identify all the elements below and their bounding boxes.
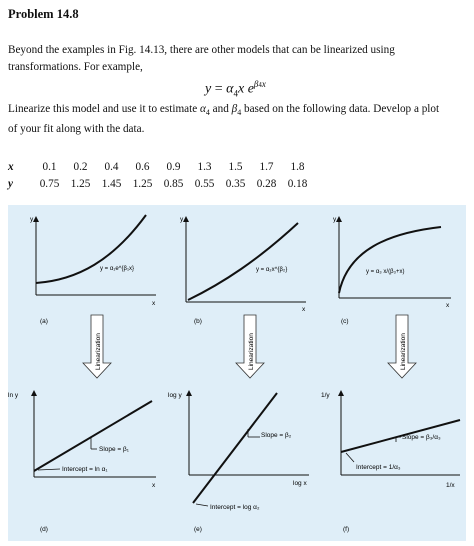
- x-cell: 0.1: [42, 161, 57, 173]
- y-cell: 0.75: [39, 178, 60, 190]
- panel-f-y-label: 1/y: [321, 392, 330, 399]
- figure-svg: [8, 205, 466, 541]
- panel-d-intercept-leader: [38, 469, 60, 470]
- linearization-arrow-b: [236, 315, 264, 378]
- panel-d-x-label: x: [152, 482, 156, 489]
- panel-c: [333, 216, 451, 325]
- panel-e-y-label: log y: [168, 392, 182, 399]
- y-cell: 1.45: [101, 178, 122, 190]
- x-cell: 0.9: [166, 161, 181, 173]
- panel-f-x-label: 1/x: [446, 482, 455, 489]
- panel-e-intercept-leader: [196, 504, 208, 506]
- panel-f-line: [341, 420, 460, 452]
- x-cell: 0.6: [135, 161, 150, 173]
- x-label: x: [8, 161, 14, 173]
- instr-b: and: [209, 103, 232, 115]
- panel-f-intercept: Intercept = 1/α₃: [356, 464, 401, 471]
- eq-e: e: [247, 81, 254, 97]
- panel-d-intercept: Intercept = ln α₁: [62, 466, 108, 473]
- y-cell: 0.55: [194, 178, 215, 190]
- linearization-arrow-a: [83, 315, 111, 378]
- panel-e: [168, 392, 309, 533]
- panel-d: [8, 392, 156, 533]
- panel-d-slope: Slope = β₁: [99, 446, 129, 453]
- arrow-c-label: Linearization: [400, 333, 407, 370]
- panel-b-curve: [188, 223, 298, 300]
- panel-f-tag: (f): [343, 526, 350, 533]
- y-cell: 0.35: [225, 178, 246, 190]
- x-cell: 0.2: [73, 161, 88, 173]
- panel-f-slope: Slope = β₃/α₃: [402, 434, 441, 441]
- panel-c-y-label: y: [333, 216, 337, 223]
- problem-title: Problem 14.8: [8, 7, 79, 21]
- eq-x: x: [237, 81, 248, 97]
- model-equation: [205, 79, 266, 98]
- eq-beta: β: [253, 79, 259, 89]
- y-label: y: [8, 178, 13, 190]
- y-cell: 0.85: [163, 178, 184, 190]
- eq-exp-x: x: [261, 79, 266, 89]
- arrow-a-label: Linearization: [95, 333, 102, 370]
- panel-e-tag: (e): [194, 526, 202, 533]
- panel-a-formula: y = α₁e^{β₁x}: [100, 266, 134, 272]
- panel-a-curve: [36, 215, 146, 283]
- panel-e-intercept: Intercept = log α₂: [210, 504, 260, 511]
- instr-alpha-sub: 4: [205, 108, 210, 118]
- panel-b: [180, 216, 306, 325]
- panel-b-y-label: y: [180, 216, 184, 223]
- panel-d-line: [34, 401, 152, 471]
- panel-c-tag: (c): [341, 318, 349, 325]
- linearization-figure: [8, 205, 466, 541]
- panel-a-tag: (a): [40, 318, 48, 325]
- panel-f: [321, 392, 460, 533]
- instr-c: based on the following data. Develop a plot: [241, 103, 440, 115]
- y-cell: 1.25: [132, 178, 153, 190]
- panel-a: [30, 215, 156, 325]
- eq-alpha: α: [226, 81, 234, 97]
- eq-lhs: y: [205, 81, 212, 97]
- y-cell: 0.18: [287, 178, 308, 190]
- instr-beta-sub: 4: [237, 108, 242, 118]
- linearization-arrow-c: [388, 315, 416, 378]
- panel-a-y-label: y: [30, 216, 34, 223]
- intro-line-1: Beyond the examples in Fig. 14.13, there are other models that can be linearized using: [8, 44, 395, 56]
- panel-e-x-label: log x: [293, 480, 307, 487]
- panel-c-x-label: x: [446, 302, 450, 309]
- y-cell: 0.28: [256, 178, 277, 190]
- panel-b-x-label: x: [302, 306, 306, 313]
- x-cell: 1.3: [197, 161, 212, 173]
- intro-text: [8, 42, 466, 76]
- instructions-line-2: of your fit along with the data.: [8, 123, 145, 136]
- y-cell: 1.25: [70, 178, 91, 190]
- panel-e-slope: Slope = β₂: [261, 432, 292, 439]
- panel-d-tag: (d): [40, 526, 48, 533]
- eq-alpha-sub: 4: [233, 88, 238, 99]
- x-cell: 0.4: [104, 161, 119, 173]
- instr-alpha: α: [200, 103, 206, 115]
- panel-a-x-label: x: [152, 300, 156, 307]
- panel-f-intercept-leader: [346, 453, 354, 462]
- instructions-line-1: [8, 101, 466, 121]
- panel-c-curve: [339, 227, 441, 293]
- data-table: [4, 160, 313, 194]
- x-cell: 1.7: [259, 161, 274, 173]
- eq-equals: =: [211, 81, 227, 97]
- instructions-text: [8, 101, 466, 138]
- panel-d-y-label: ln y: [8, 392, 19, 399]
- panel-c-formula: y = α₃ x/(β₃+x): [366, 269, 405, 275]
- data-row-x: [4, 160, 313, 177]
- panel-b-tag: (b): [194, 318, 202, 325]
- instr-beta: β: [231, 103, 238, 115]
- data-row-y: [4, 177, 313, 194]
- instr-a: Linearize this model and use it to estimate: [8, 103, 200, 115]
- intro-line-2: transformations. For example,: [8, 61, 143, 73]
- panel-b-formula: y = α₂x^{β₂}: [256, 267, 288, 273]
- eq-beta-sub: 4: [258, 81, 262, 89]
- x-cell: 1.5: [228, 161, 243, 173]
- arrow-b-label: Linearization: [248, 333, 255, 370]
- x-cell: 1.8: [290, 161, 305, 173]
- panel-e-line: [193, 393, 277, 503]
